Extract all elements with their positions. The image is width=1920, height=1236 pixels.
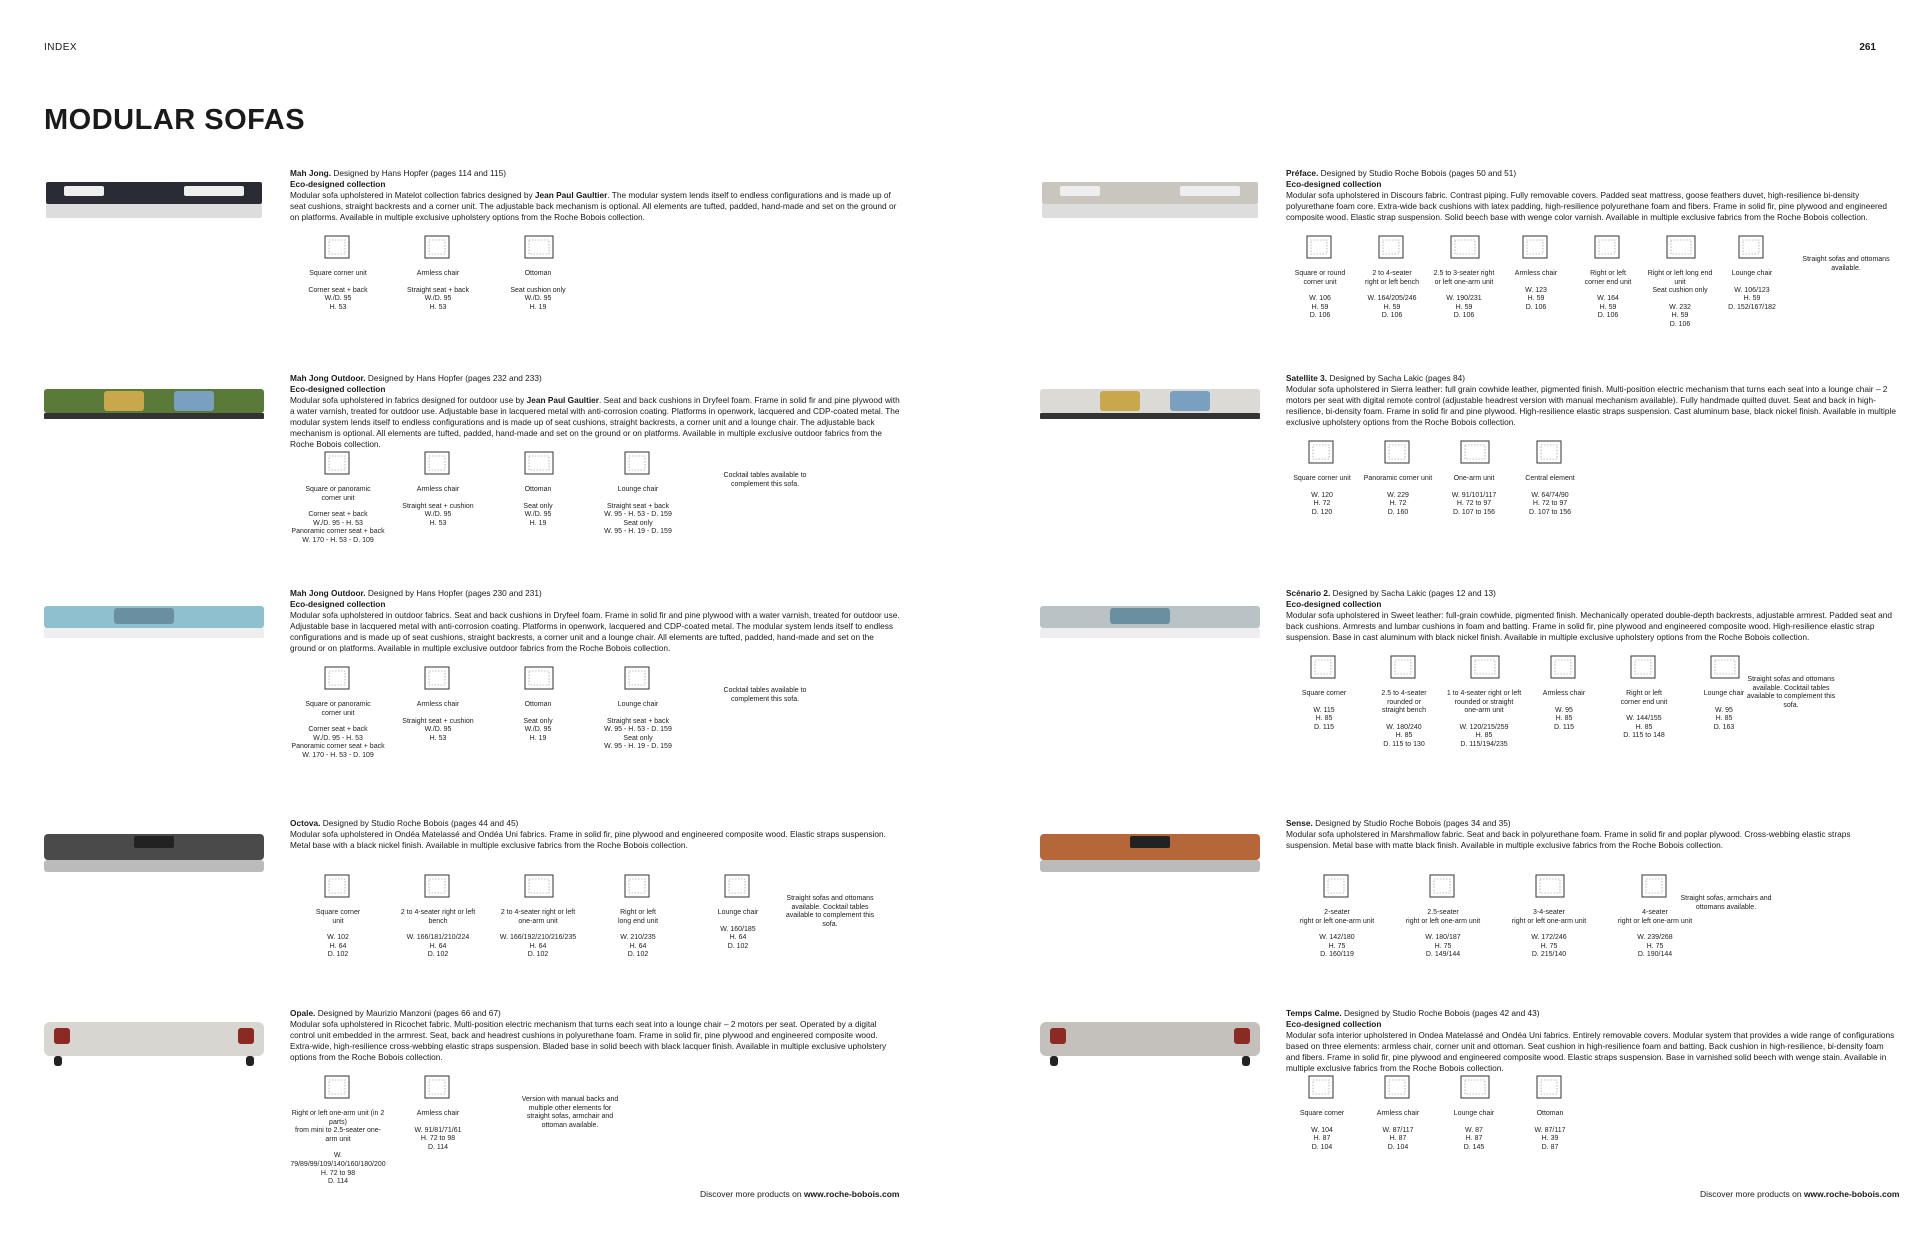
module-label: Armless chair — [416, 701, 460, 708]
availability-note: Straight sofas, armchairs and ottomans available. — [1680, 895, 1772, 911]
module-diagram-icon — [390, 873, 486, 899]
module-label: Square corner — [1299, 1110, 1345, 1117]
module-list — [290, 450, 910, 550]
module-item — [390, 450, 486, 528]
eco-label: Eco-designed collection — [290, 179, 386, 189]
module-dimensions: W. 172/246 H. 75 D. 215/140 — [1531, 934, 1567, 959]
module-diagram-icon — [1574, 234, 1642, 260]
module-item — [490, 234, 586, 312]
product-designer: Designed by Studio Roche Bobois (pages 50 and 51) — [1320, 168, 1517, 178]
footer-left — [700, 1189, 900, 1199]
module-dimensions: W. 229 H. 72 D. 160 — [1387, 491, 1409, 516]
product-name: Mah Jong Outdoor. — [290, 373, 366, 383]
product-entry — [1040, 580, 1900, 760]
module-diagram-icon — [490, 234, 586, 260]
module-item — [390, 234, 486, 312]
footer-text: Discover more products on — [700, 1189, 804, 1199]
module-diagram-icon — [590, 873, 686, 899]
module-label: 4-seater right or left one-arm unit — [1617, 909, 1693, 925]
module-diagram-icon — [1646, 234, 1714, 260]
module-diagram-icon — [1438, 439, 1510, 465]
module-item — [390, 873, 486, 960]
module-dimensions: Seat cushion only W./D. 95 H. 19 — [510, 286, 566, 311]
sofa-photo — [1040, 164, 1260, 234]
module-label: Armless chair — [416, 486, 460, 493]
module-item — [1286, 654, 1362, 732]
sofa-photo — [44, 369, 264, 439]
description-text: Modular sofa upholstered in Marshmallow fabric. Seat and back in polyurethane foam. Frame in solid fir and poplar plywood. Cross-webbing elastic straps suspension. Metal base with matte black finish. Available in multiple exclusive fabrics from the Roche Bobois collection. — [1286, 829, 1851, 850]
module-label: Armless chair — [1514, 270, 1558, 277]
module-dimensions: Straight seat + back W. 95 - H. 53 - D. 159 Seat only W. 95 - H. 19 - D. 159 — [604, 717, 672, 751]
product-entry — [44, 365, 904, 545]
module-item — [690, 873, 786, 951]
module-label: Right or left corner end unit — [1620, 690, 1668, 706]
product-entry — [1040, 1000, 1900, 1180]
product-entry — [1040, 160, 1900, 340]
product-name: Préface. — [1286, 168, 1319, 178]
module-item — [290, 1074, 386, 1187]
page-number: 261 — [1859, 42, 1876, 53]
product-designer: Designed by Hans Hopfer (pages 232 and 233) — [367, 373, 542, 383]
module-dimensions: Corner seat + back W./D. 95 H. 53 — [308, 286, 368, 311]
module-dimensions: W. 164/205/246 H. 59 D. 106 — [1367, 295, 1417, 320]
product-description — [290, 373, 900, 450]
availability-note: Straight sofas and ottomans available. — [1802, 256, 1890, 272]
module-diagram-icon — [490, 873, 586, 899]
module-item — [1604, 873, 1706, 960]
product-designer: Designed by Studio Roche Bobois (pages 34 and 35) — [1315, 818, 1511, 828]
product-entry — [1040, 810, 1900, 990]
module-dimensions: W. 115 H. 85 D. 115 — [1313, 706, 1335, 731]
module-label: Square or panoramic corner unit — [305, 701, 371, 717]
availability-note: Straight sofas and ottomans available. Cocktail tables available to complement this sofa. — [785, 895, 875, 928]
module-dimensions: W. 164 H. 59 D. 106 — [1597, 295, 1619, 320]
product-name: Satellite 3. — [1286, 373, 1328, 383]
module-item — [590, 665, 686, 752]
module-list — [290, 234, 910, 334]
module-dimensions: W. 95 H. 85 D. 163 — [1713, 706, 1735, 731]
module-list — [290, 873, 910, 973]
module-label: 2 to 4-seater right or left bench — [400, 909, 476, 925]
module-dimensions: W. 232 H. 59 D. 106 — [1669, 303, 1691, 328]
module-item — [1286, 1074, 1358, 1152]
module-dimensions: W. 142/180 H. 75 D. 160/119 — [1319, 934, 1355, 959]
product-name: Scénario 2. — [1286, 588, 1331, 598]
module-diagram-icon — [1514, 1074, 1586, 1100]
module-diagram-icon — [290, 665, 386, 691]
product-designer: Designed by Hans Hopfer (pages 114 and 115) — [333, 168, 506, 178]
module-dimensions: W. 120 H. 72 D. 120 — [1311, 491, 1333, 516]
description-text: Modular sofa upholstered in Sweet leather: full-grain cowhide, pigmented finish. Mechanically operated double-depth backrests, adjustable armrest. Padded seat and back cushions. Armrests and lumbar cushions in foam and batting. Frame in solid fir, pine plywood and engineered composite wood. High-resilience elastic strap suspension. Base in cast aluminum with black nickel finish. Available in multiple exclusive upholstery options from the Roche Bobois collection. — [1286, 610, 1893, 642]
module-dimensions: W. 144/155 H. 85 D. 115 to 148 — [1623, 715, 1665, 740]
module-label: Lounge chair — [1731, 270, 1773, 277]
module-label: 1 to 4-seater right or left rounded or straight one-arm unit — [1446, 690, 1522, 715]
module-diagram-icon — [1514, 439, 1586, 465]
module-dimensions: W. 180/240 H. 85 D. 115 to 130 — [1383, 723, 1425, 748]
module-diagram-icon — [290, 1074, 386, 1100]
module-diagram-icon — [290, 873, 386, 899]
module-item — [1526, 654, 1602, 732]
module-label: Panoramic corner unit — [1363, 475, 1433, 482]
product-description — [1286, 373, 1896, 428]
module-dimensions: W. 64/74/90 H. 72 to 97 D. 107 to 156 — [1528, 491, 1572, 516]
module-item — [1362, 439, 1434, 517]
designer-highlight: Jean Paul Gaultier — [534, 190, 608, 200]
module-dimensions: Straight seat + cushion W./D. 95 H. 53 — [402, 717, 474, 742]
module-diagram-icon — [1446, 654, 1522, 680]
product-description — [290, 168, 900, 223]
module-item — [1286, 439, 1358, 517]
module-label: Lounge chair — [1703, 690, 1745, 697]
product-designer: Designed by Studio Roche Bobois (pages 44 and 45) — [322, 818, 519, 828]
module-dimensions: W. 106 H. 59 D. 106 — [1309, 295, 1331, 320]
module-diagram-icon — [1718, 234, 1786, 260]
module-item — [1286, 873, 1388, 960]
module-list — [1286, 873, 1906, 973]
product-name: Mah Jong Outdoor. — [290, 588, 366, 598]
module-label: Right or left one-arm unit (in 2 parts) from mini to 2.5-seater one-arm unit — [291, 1110, 385, 1143]
section-label: INDEX — [44, 42, 78, 53]
eco-label: Eco-designed collection — [1286, 599, 1382, 609]
module-label: Square corner unit — [309, 270, 367, 277]
module-item — [1574, 234, 1642, 321]
module-diagram-icon — [1358, 234, 1426, 260]
module-diagram-icon — [1286, 439, 1358, 465]
product-description — [290, 1008, 900, 1063]
module-label: Square corner unit — [315, 909, 361, 925]
module-diagram-icon — [390, 665, 486, 691]
sofa-photo — [1040, 369, 1260, 439]
product-designer: Designed by Hans Hopfer (pages 230 and 231) — [367, 588, 542, 598]
module-diagram-icon — [590, 450, 686, 476]
module-item — [490, 665, 586, 743]
module-dimensions: W. 160/185 H. 64 D. 102 — [720, 925, 756, 950]
module-item — [1502, 234, 1570, 312]
module-label: Armless chair — [416, 1110, 460, 1117]
module-diagram-icon — [690, 873, 786, 899]
module-item — [1430, 234, 1498, 321]
module-label: Right or left corner end unit — [1584, 270, 1632, 286]
module-dimensions: W. 91/81/71/61 H. 72 to 98 D. 114 — [414, 1126, 462, 1151]
module-dimensions: W. 239/268 H. 75 D. 190/144 — [1637, 934, 1673, 959]
module-item — [1498, 873, 1600, 960]
page-title: MODULAR SOFAS — [44, 104, 306, 136]
product-designer: Designed by Sacha Lakic (pages 12 and 13) — [1332, 588, 1496, 598]
footer-right — [1700, 1189, 1900, 1199]
module-list — [290, 665, 910, 765]
module-item — [1446, 654, 1522, 750]
module-diagram-icon — [1362, 439, 1434, 465]
module-item — [1358, 234, 1426, 321]
eco-label: Eco-designed collection — [1286, 1019, 1382, 1029]
module-dimensions: Corner seat + back W./D. 95 - H. 53 Panoramic corner seat + back W. 170 - H. 53 - D. 109 — [291, 511, 385, 544]
sofa-photo — [44, 814, 264, 884]
module-label: Square or panoramic corner unit — [305, 486, 371, 502]
module-dimensions: W. 95 H. 85 D. 115 — [1553, 706, 1575, 731]
product-entry — [1040, 365, 1900, 545]
module-label: 2.5 to 4-seater rounded or straight bench — [1381, 690, 1427, 715]
module-item — [1514, 1074, 1586, 1152]
module-dimensions: W. 210/235 H. 64 D. 102 — [620, 934, 656, 959]
module-dimensions: W. 104 H. 87 D. 104 — [1311, 1126, 1333, 1151]
module-label: 2 to 4-seater right or left bench — [1364, 270, 1420, 286]
module-list — [1286, 654, 1906, 754]
product-name: Temps Calme. — [1286, 1008, 1342, 1018]
module-item — [1646, 234, 1714, 330]
module-item — [1286, 234, 1354, 321]
description-text: Modular sofa upholstered in Matelot collection fabrics designed by — [290, 190, 535, 200]
module-dimensions: W. 190/231 H. 59 D. 106 — [1446, 295, 1482, 320]
module-item — [490, 450, 586, 528]
footer-link[interactable]: www.roche-bobois.com — [1803, 1189, 1900, 1199]
module-item — [1392, 873, 1494, 960]
product-name: Mah Jong. — [290, 168, 332, 178]
module-diagram-icon — [290, 234, 386, 260]
eco-label: Eco-designed collection — [290, 599, 386, 609]
module-label: Lounge chair — [717, 909, 759, 916]
module-label: 2 to 4-seater right or left one-arm unit — [500, 909, 576, 925]
module-diagram-icon — [1502, 234, 1570, 260]
module-label: Right or left long end unit Seat cushion only — [1647, 270, 1713, 295]
product-name: Sense. — [1286, 818, 1313, 828]
module-item — [490, 873, 586, 960]
module-diagram-icon — [1498, 873, 1600, 899]
module-label: Square or round corner unit — [1294, 270, 1346, 286]
module-dimensions: W. 123 H. 59 D. 106 — [1525, 286, 1547, 311]
module-diagram-icon — [390, 234, 486, 260]
module-item — [1362, 1074, 1434, 1152]
module-label: Lounge chair — [1453, 1110, 1495, 1117]
module-dimensions: Straight seat + cushion W./D. 95 H. 53 — [402, 502, 474, 527]
description-text: Modular sofa upholstered in Ricochet fabric. Multi-position electric mechanism that turns each seat into a lounge chair – 2 motors per seat. Operated by a digital control unit embedded in the armrest. Seat, back and headrest cushions in polyurethane foam. Frame in solid fir, pine plywood and engineered composite wood. Extra-wide, high-resilience cross-webbing elastic straps suspension. Bladed base in solid beech with black lacquer finish. Available in multiple exclusive upholstery options from the Roche Bobois collection. — [290, 1019, 887, 1062]
eco-label: Eco-designed collection — [1286, 179, 1382, 189]
availability-note: Cocktail tables available to complement this sofa. — [723, 687, 807, 703]
description-text: Modular sofa upholstered in outdoor fabrics. Seat and back cushions in Dryfeel foam. Frame in solid fir and pine plywood with a water varnish, treated for outdoor use. Adjustable base in lacquered metal with anti-corrosion coating. Platforms in openwork, lacquered and CDP-coated metal. The modular system lends itself to endless configurations and is made up of seat cushions, straight backrests, a corner unit and a lounge chair. All elements are tufted, padded, hand-made and set on the ground or on platforms. Available in multiple exclusive outdoor fabrics from the Roche Bobois collection. — [290, 610, 900, 653]
availability-note: Version with manual backs and multiple other elements for straight sofas, armchair and ottoman available. — [521, 1096, 619, 1129]
module-dimensions: W. 87 H. 87 D. 145 — [1463, 1126, 1485, 1151]
module-diagram-icon — [1362, 1074, 1434, 1100]
designer-highlight: Jean Paul Gaultier — [526, 395, 600, 405]
footer-text: Discover more products on — [1700, 1189, 1804, 1199]
module-list — [1286, 234, 1906, 334]
product-description — [1286, 168, 1896, 223]
product-name: Opale. — [290, 1008, 316, 1018]
module-label: Ottoman — [524, 486, 552, 493]
module-diagram-icon — [590, 665, 686, 691]
eco-label: Eco-designed collection — [290, 384, 386, 394]
description-text: Modular sofa interior upholstered in Ondea Matelassé and Ondéa Uni fabrics. Entirely removable covers. Modular system that provides a wide range of configurations based on three elements: armless chair, corner unit and ottoman. Seat cushion in high-resilience foam and batting. Back cushion in high-resilience, bi-density foam and fibers. Frame in solid fir, pine plywood and engineered composite wood. Elastic straps suspension. Base in varnished solid beech with wenge stain. Available in multiple exclusive fabrics from the Roche Bobois collection. — [1286, 1030, 1895, 1073]
module-diagram-icon — [1286, 234, 1354, 260]
module-dimensions: W. 106/123 H. 59 D. 152/167/182 — [1728, 286, 1776, 311]
module-label: 2.5-seater right or left one-arm unit — [1405, 909, 1481, 925]
module-item — [390, 1074, 486, 1152]
availability-note: Cocktail tables available to complement this sofa. — [723, 472, 807, 488]
sofa-photo — [44, 1004, 264, 1074]
product-entry — [44, 810, 904, 990]
module-item — [1438, 1074, 1510, 1152]
availability-note: Straight sofas and ottomans available. Cocktail tables available to complement this sofa. — [1746, 676, 1836, 709]
module-label: Right or left long end unit — [617, 909, 659, 925]
product-description — [1286, 818, 1896, 851]
product-description — [290, 818, 900, 851]
product-designer: Designed by Maurizio Manzoni (pages 66 and 67) — [317, 1008, 501, 1018]
sofa-photo — [1040, 1004, 1260, 1074]
description-text: Modular sofa upholstered in Discours fabric. Contrast piping. Fully removable covers. Padded seat mattress, goose feathers duvet, high-resilience bi-density polyurethane foam core. Extra-wide back cushions with latex padding, high-resilience polyurethane foam and fibers. Frame in solid fir, pine plywood and engineered composite wood. Elastic strap suspension. Solid beech base with wenge color varnish. Available in multiple exclusive fabrics from the Roche Bobois collection. — [1286, 190, 1887, 222]
module-dimensions: W. 120/215/259 H. 85 D. 115/194/235 — [1459, 723, 1509, 748]
module-item — [1366, 654, 1442, 750]
module-dimensions: Corner seat + back W./D. 95 - H. 53 Panoramic corner seat + back W. 170 - H. 53 - D. 109 — [291, 726, 385, 759]
module-list — [290, 1074, 910, 1186]
sofa-photo — [1040, 814, 1260, 884]
module-label: Armless chair — [416, 270, 460, 277]
module-dimensions: W. 79/89/99/109/140/160/180/200 H. 72 to 98 D. 114 — [290, 1152, 386, 1186]
module-diagram-icon — [1286, 873, 1388, 899]
module-label: Armless chair — [1376, 1110, 1420, 1117]
module-dimensions: Seat only W./D. 95 H. 19 — [523, 717, 553, 742]
module-diagram-icon — [1430, 234, 1498, 260]
sofa-photo — [1040, 584, 1260, 654]
product-designer: Designed by Sacha Lakic (pages 84) — [1329, 373, 1465, 383]
module-item — [1514, 439, 1586, 517]
module-diagram-icon — [1438, 1074, 1510, 1100]
module-dimensions: W. 180/187 H. 75 D. 149/144 — [1425, 934, 1461, 959]
module-label: Ottoman — [524, 270, 552, 277]
module-item — [390, 665, 486, 743]
module-diagram-icon — [1286, 654, 1362, 680]
module-item — [590, 873, 686, 960]
module-label: Armless chair — [1542, 690, 1586, 697]
module-label: Ottoman — [1536, 1110, 1564, 1117]
module-dimensions: W. 166/192/210/216/235 H. 64 D. 102 — [499, 934, 577, 959]
module-label: 2.5 to 3-seater right or left one-arm unit — [1433, 270, 1495, 286]
description-text: . The modular system lends itself to endless configurations and is made up of seat cushions, straight backrests and a corner unit. The adjustable back mechanism is optional. All elements are tufted, padded, hand-made and set on the ground or on platforms. Available in multiple exclusive upholstery options from the Roche Bobois collection. — [290, 190, 897, 222]
module-diagram-icon — [1286, 1074, 1358, 1100]
module-label: Central element — [1525, 475, 1575, 482]
module-dimensions: W. 87/117 H. 39 D. 87 — [1534, 1126, 1566, 1151]
description-text: . Seat and back cushions in Dryfeel foam. Frame in solid fir and pine plywood with a water varnish, treated for outdoor use. Adjustable base in lacquered metal with anti-corrosion coating. Platforms in openwork, lacquered and CDP-coated metal. The modular system lends itself to endless configurations and is made up of seat cushions, straight backrests, a corner unit and a lounge chair. The adjustable back mechanism is optional. All elements are tufted, padded, hand-made and set on the ground or on platforms. Available in multiple exclusive outdoor fabrics from the Roche Bobois collection. — [290, 395, 900, 449]
module-dimensions: W. 87/117 H. 87 D. 104 — [1382, 1126, 1414, 1151]
module-item — [290, 234, 386, 312]
module-item — [290, 873, 386, 960]
module-diagram-icon — [490, 665, 586, 691]
module-diagram-icon — [1366, 654, 1442, 680]
module-item — [590, 450, 686, 537]
module-item — [290, 665, 386, 761]
module-dimensions: W. 91/101/117 H. 72 to 97 D. 107 to 156 — [1451, 491, 1497, 516]
module-dimensions: Seat only W./D. 95 H. 19 — [523, 502, 553, 527]
module-dimensions: W. 102 H. 64 D. 102 — [327, 934, 349, 959]
module-label: One-arm unit — [1453, 475, 1495, 482]
module-item — [290, 450, 386, 546]
module-label: Lounge chair — [617, 701, 659, 708]
description-text: Modular sofa upholstered in fabrics designed for outdoor use by — [290, 395, 527, 405]
module-label: 2-seater right or left one-arm unit — [1299, 909, 1375, 925]
module-list — [1286, 439, 1906, 539]
module-label: Square corner — [1301, 690, 1347, 697]
module-dimensions: W. 166/181/210/224 H. 64 D. 102 — [406, 934, 470, 959]
module-item — [1438, 439, 1510, 517]
module-label: 3-4-seater right or left one-arm unit — [1511, 909, 1587, 925]
module-list — [1286, 1074, 1906, 1174]
product-name: Octova. — [290, 818, 321, 828]
module-label: Ottoman — [524, 701, 552, 708]
module-diagram-icon — [390, 450, 486, 476]
module-diagram-icon — [490, 450, 586, 476]
module-label: Lounge chair — [617, 486, 659, 493]
module-diagram-icon — [390, 1074, 486, 1100]
module-diagram-icon — [1526, 654, 1602, 680]
sofa-photo — [44, 584, 264, 654]
product-entry — [44, 1000, 904, 1186]
product-entry — [44, 160, 904, 340]
description-text: Modular sofa upholstered in Sierra leather: full grain cowhide leather, pigmented finish. Multi-position electric mechanism that turns each seat into a lounge chair – 2 motors per seat with digital remote control (adjustable headrest version with manual mechanism available). Fully handmade quilted duvet. Seat and back in high-resilience, bi-density foam. Frame in solid fir and pine plywood. High-resilience elastic straps suspension. Cast aluminum base, black nickel finish. Available in multiple exclusive upholstery options from the Roche Bobois collection. — [1286, 384, 1896, 427]
footer-link[interactable]: www.roche-bobois.com — [803, 1189, 900, 1199]
product-description — [1286, 588, 1896, 643]
module-item — [1606, 654, 1682, 741]
product-description — [290, 588, 900, 654]
module-diagram-icon — [1392, 873, 1494, 899]
product-entry — [44, 580, 904, 760]
module-diagram-icon — [1606, 654, 1682, 680]
module-diagram-icon — [290, 450, 386, 476]
module-dimensions: Straight seat + back W./D. 95 H. 53 — [406, 286, 470, 311]
module-label: Square corner unit — [1293, 475, 1351, 482]
sofa-photo — [44, 164, 264, 234]
module-item — [1718, 234, 1786, 312]
module-dimensions: Straight seat + back W. 95 - H. 53 - D. 159 Seat only W. 95 - H. 19 - D. 159 — [604, 502, 672, 536]
description-text: Modular sofa upholstered in Ondéa Matelassé and Ondéa Uni fabrics. Frame in solid fir, pine plywood and engineered composite wood. Elastic straps suspension. Metal base with a black nickel finish. Available in multiple exclusive fabrics from the Roche Bobois collection. — [290, 829, 886, 850]
product-designer: Designed by Studio Roche Bobois (pages 42 and 43) — [1343, 1008, 1540, 1018]
product-description — [1286, 1008, 1896, 1074]
